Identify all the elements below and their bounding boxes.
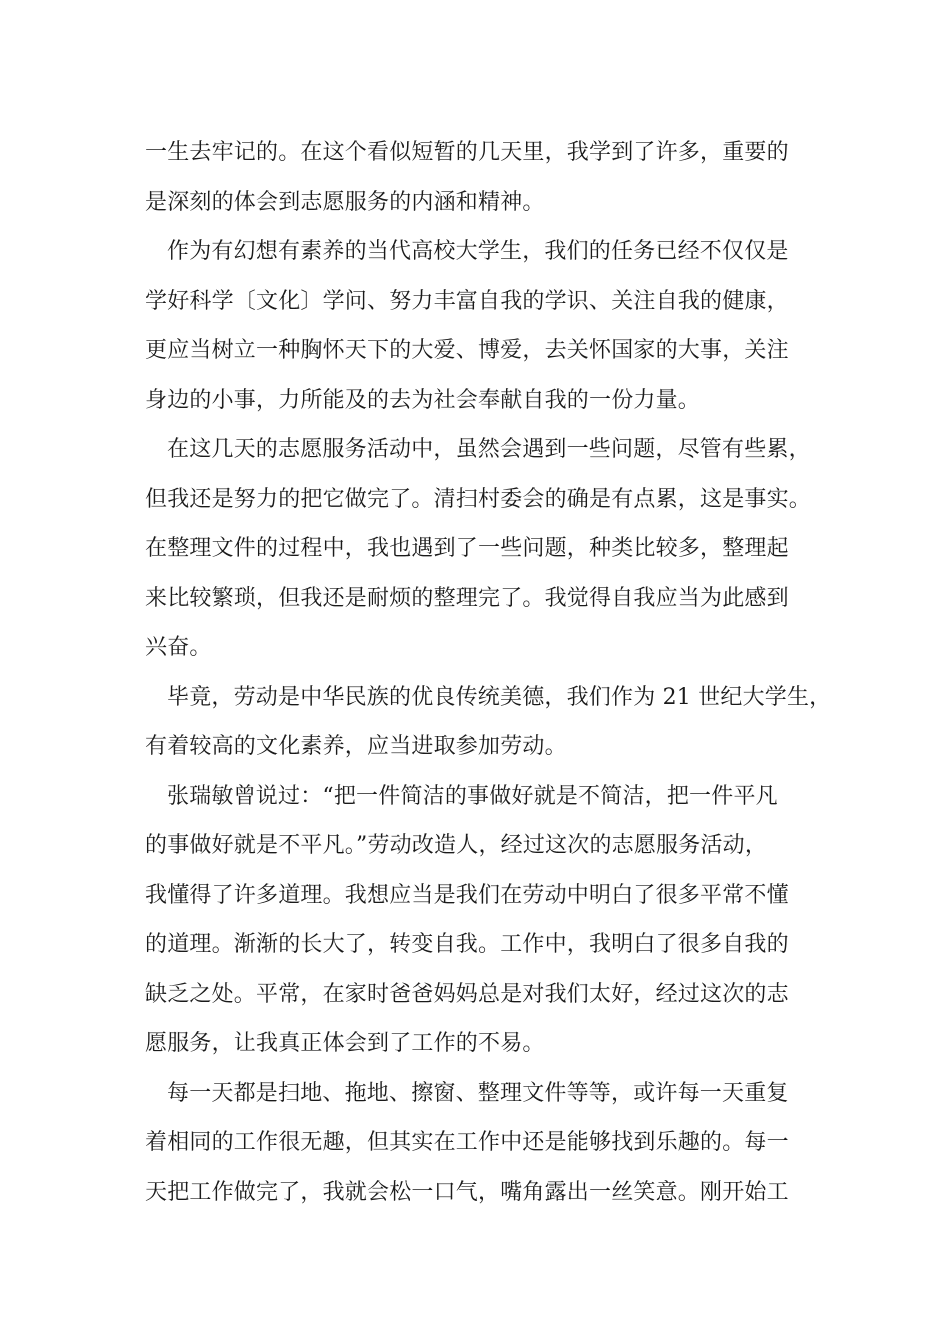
text-line: 愿服务，让我真正体会到了工作的不易。 — [145, 1031, 545, 1056]
text-line: 每一天都是扫地、拖地、擦窗、整理文件等等，或许每一天重复 — [167, 1080, 789, 1106]
text-line: 缺乏之处。平常，在家时爸爸妈妈总是对我们太好，经过这次的志 — [145, 981, 789, 1007]
text-line: 的事做好就是不平凡。”劳动改造人，经过这次的志愿服务活动， — [145, 833, 768, 858]
text-line: 天把工作做完了，我就会松一口气，嘴角露出一丝笑意。刚开始工 — [145, 1179, 789, 1205]
text-line: 作为有幻想有素养的当代高校大学生，我们的任务已经不仅仅是 — [167, 239, 789, 264]
text-line: 在这几天的志愿服务活动中，虽然会遇到一些问题，尽管有些累， — [167, 437, 811, 462]
body-text — [145, 128, 832, 1217]
text-line: 着相同的工作很无趣，但其实在工作中还是能够找到乐趣的。每一 — [145, 1130, 789, 1155]
text-line: 有着较高的文化素养，应当进取参加劳动。 — [145, 734, 567, 759]
text-line: 在整理文件的过程中，我也遇到了一些问题，种类比较多，整理起 — [145, 536, 789, 561]
text-line: 更应当树立一种胸怀天下的大爱、博爱，去关怀国家的大事，关注 — [145, 338, 789, 363]
text-line: 身边的小事，力所能及的去为社会奉献自我的一份力量。 — [145, 387, 701, 413]
text-line: 张瑞敏曾说过：“把一件简洁的事做好就是不简洁，把一件平凡 — [167, 783, 778, 809]
text-line: 但我还是努力的把它做完了。清扫村委会的确是有点累，这是事实。 — [145, 486, 812, 512]
text-line: 来比较繁琐，但我还是耐烦的整理完了。我觉得自我应当为此感到 — [145, 585, 789, 611]
text-line: 学好科学〔文化〕学问、努力丰富自我的学识、关注自我的健康， — [145, 288, 789, 314]
text-line: 的道理。渐渐的长大了，转变自我。工作中，我明白了很多自我的 — [145, 932, 789, 957]
text-line: 是深刻的体会到志愿服务的内涵和精神。 — [145, 189, 545, 215]
text-line: 我懂得了许多道理。我想应当是我们在劳动中明白了很多平常不懂 — [145, 882, 789, 908]
text-line: 兴奋。 — [145, 635, 212, 660]
text-line: 毕竟，劳动是中华民族的优良传统美德，我们作为 21 世纪大学生， — [167, 684, 832, 710]
text-line: 一生去牢记的。在这个看似短暂的几天里，我学到了许多，重要的 — [145, 140, 789, 165]
